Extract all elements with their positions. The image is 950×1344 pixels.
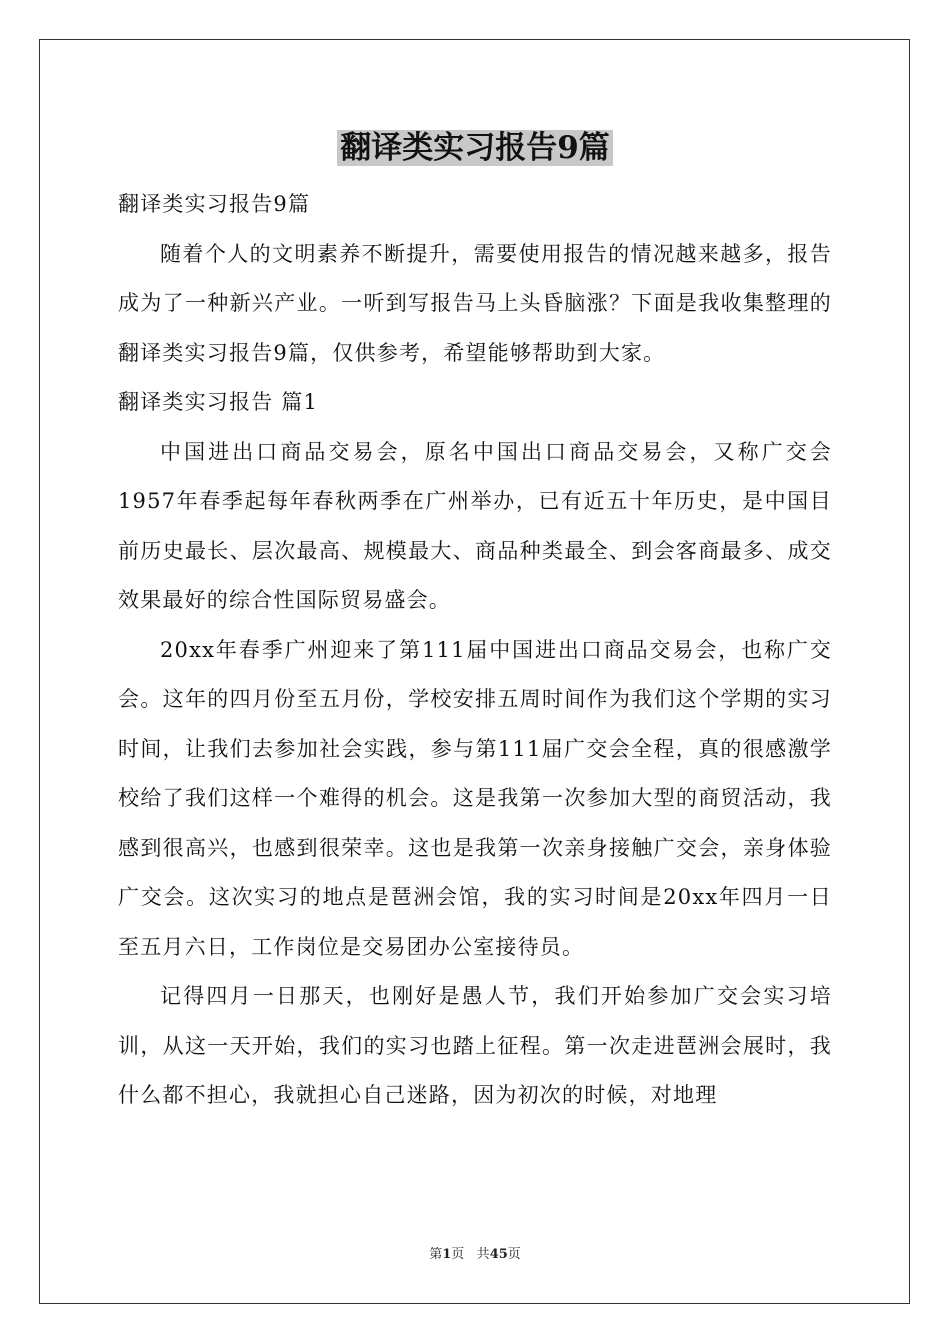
body-paragraph: 20xx年春季广州迎来了第111届中国进出口商品交易会，也称广交会。这年的四月份至五月份，学校安排五周时间作为我们这个学期的实习时间，让我们去参加社会实践，参与第111届广交会全程，真的很感激学校给了我们这样一个难得的机会。这是我第一次参加大型的商贸活动，我感到很高兴，也感到很荣幸。这也是我第一次亲身接触广交会，亲身体验广交会。这次实习的地点是琶洲会馆，我的实习时间是20xx年四月一日至五月六日，工作岗位是交易团办公室接待员。 [118, 637, 832, 959]
page-number-prefix: 第 [429, 1247, 443, 1262]
document-subtitle: 翻译类实习报告9篇 [118, 192, 311, 216]
page-footer [0, 1246, 950, 1264]
page-total-suffix: 页 [507, 1247, 521, 1262]
document-title-text: 翻译类实习报告9篇 [337, 130, 613, 166]
document-title [0, 126, 950, 170]
intro-paragraph: 随着个人的文明素养不断提升，需要使用报告的情况越来越多，报告成为了一种新兴产业。一听到写报告马上头昏脑涨？下面是我收集整理的翻译类实习报告9篇，仅供参考，希望能够帮助到大家。 [118, 241, 832, 365]
body-paragraph: 中国进出口商品交易会，原名中国出口商品交易会，又称广交会1957年春季起每年春秋两季在广州举办，已有近五十年历史，是中国目前历史最长、层次最高、规模最大、商品种类最全、到会客商最多、成交效果最好的综合性国际贸易盛会。 [118, 439, 832, 612]
body-paragraph: 记得四月一日那天，也刚好是愚人节，我们开始参加广交会实习培训，从这一天开始，我们的实习也踏上征程。第一次走进琶洲会展时，我什么都不担心，我就担心自己迷路，因为初次的时候，对地理 [118, 984, 832, 1107]
document-body [118, 180, 832, 1121]
section-heading: 翻译类实习报告 篇1 [118, 390, 319, 414]
page-total-prefix: 共 [476, 1247, 490, 1262]
page-number-current: 1 [442, 1247, 452, 1262]
page-number-suffix: 页 [451, 1247, 465, 1262]
page-total-count: 45 [489, 1247, 508, 1262]
